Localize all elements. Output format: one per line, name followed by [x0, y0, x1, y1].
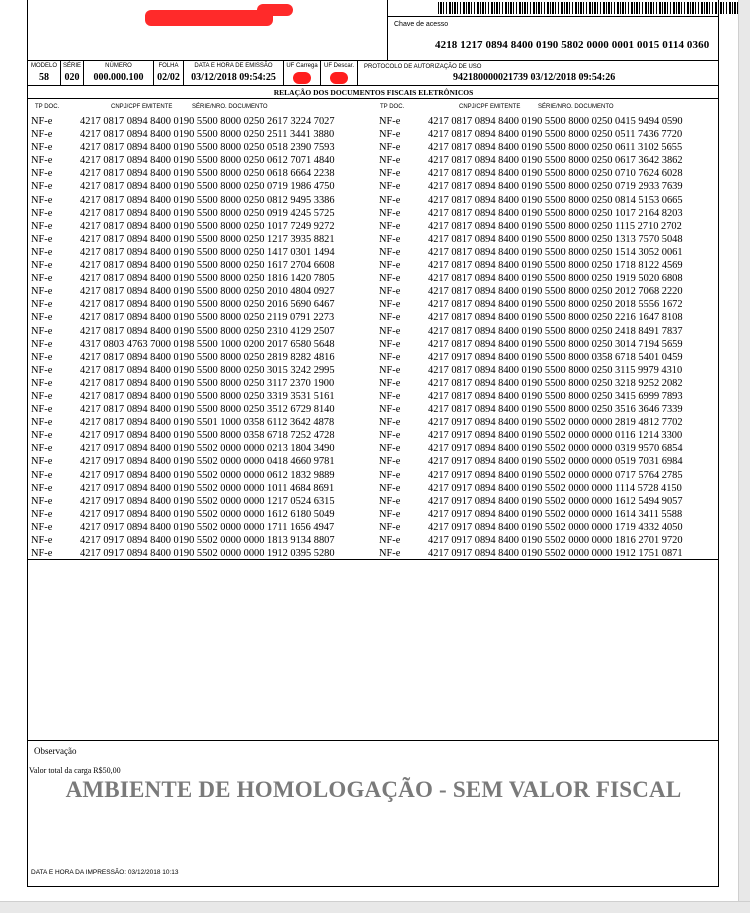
- doc-key-cell: 4217 0817 0894 8400 0190 5500 8000 0250 2010 4804 0927: [80, 286, 335, 298]
- doc-type-cell: NF-e: [379, 535, 401, 546]
- doc-key-cell: 4217 0917 0894 8400 0190 5502 0000 0000 0418 4660 9781: [80, 456, 335, 468]
- doc-key-cell: 4217 0817 0894 8400 0190 5500 8000 0250 2119 0791 2273: [80, 312, 335, 324]
- doc-type-cell: NF-e: [31, 430, 53, 442]
- doc-key-cell: 4217 0917 0894 8400 0190 5502 0000 0000 0213 1804 3490: [80, 443, 335, 455]
- doc-key-cell: 4217 0817 0894 8400 0190 5500 8000 0250 0710 7624 6028: [428, 168, 683, 180]
- doc-type-cell: NF-e: [31, 181, 53, 193]
- emissao-value: 03/12/2018 09:54:25: [191, 72, 276, 83]
- doc-key-cell: 4217 0917 0894 8400 0190 5500 8000 0358 6718 5401 0459: [428, 351, 683, 363]
- doc-key-cell: 4217 0917 0894 8400 0190 5500 8000 0358 6718 7252 4728: [80, 430, 335, 442]
- table-row: [379, 180, 683, 193]
- table-row: [31, 220, 335, 233]
- doc-type-cell: NF-e: [379, 129, 401, 141]
- doc-key-cell: 4217 0817 0894 8400 0190 5500 8000 0250 2018 5556 1672: [428, 299, 683, 311]
- doc-key-cell: 4217 0917 0894 8400 0190 5502 0000 0000 0519 7031 6984: [428, 456, 683, 468]
- doc-type-cell: NF-e: [379, 246, 401, 258]
- table-row: [31, 285, 335, 298]
- doc-type-cell: NF-e: [31, 443, 53, 455]
- doc-key-cell: 4217 0817 0894 8400 0190 5500 8000 0250 0611 3102 5655: [428, 142, 683, 154]
- doc-type-cell: NF-e: [31, 116, 53, 127]
- valor-total-carga: Valor total da carga R$50,00: [29, 766, 121, 775]
- doc-key-cell: 4217 0917 0894 8400 0190 5502 0000 0000 1011 4684 8691: [80, 482, 335, 494]
- doc-type-cell: NF-e: [379, 142, 401, 154]
- doc-type-cell: NF-e: [31, 417, 53, 429]
- doc-key-cell: 4217 0817 0894 8400 0190 5500 8000 0250 3415 6999 7893: [428, 390, 683, 402]
- doc-key-cell: 4217 0817 0894 8400 0190 5500 8000 0250 1617 2704 6608: [80, 260, 335, 272]
- serie-label: SÉRIE: [62, 63, 81, 69]
- doc-type-cell: NF-e: [379, 220, 401, 232]
- table-row: [31, 364, 335, 377]
- table-row: [379, 298, 683, 311]
- table-row: [31, 154, 335, 167]
- doc-key-cell: 4217 0817 0894 8400 0190 5500 8000 0250 2819 8282 4816: [80, 351, 335, 363]
- table-row: [31, 521, 335, 534]
- table-row: [379, 167, 683, 180]
- doc-key-cell: 4217 0817 0894 8400 0190 5500 8000 0250 3115 9979 4310: [428, 364, 683, 376]
- homologacao-watermark: AMBIENTE DE HOMOLOGAÇÃO - SEM VALOR FISCAL: [65, 777, 682, 802]
- doc-key-cell: 4217 0917 0894 8400 0190 5502 0000 0000 1912 0395 5280: [80, 548, 335, 560]
- uf-descarrega-label: UF Descar.: [323, 63, 354, 69]
- doc-type-cell: NF-e: [379, 325, 401, 337]
- doc-key-cell: 4217 0917 0894 8400 0190 5502 0000 0000 0319 9570 6854: [428, 443, 683, 455]
- doc-key-cell: 4217 0817 0894 8400 0190 5500 8000 0250 1417 0301 1494: [80, 246, 335, 258]
- doc-type-cell: NF-e: [31, 482, 53, 494]
- doc-type-cell: NF-e: [379, 116, 401, 127]
- table-row: [31, 534, 335, 547]
- doc-type-cell: NF-e: [379, 482, 401, 494]
- doc-type-cell: NF-e: [31, 168, 53, 180]
- modelo-value: 58: [39, 72, 49, 83]
- viewer-bottom-bar: [0, 901, 750, 913]
- serie-value: 020: [64, 72, 80, 83]
- doc-type-cell: NF-e: [31, 260, 53, 272]
- doc-key-cell: 4217 0817 0894 8400 0190 5500 8000 0250 0618 6664 2238: [80, 168, 335, 180]
- doc-key-cell: 4217 0917 0894 8400 0190 5502 0000 0000 1217 0524 6315: [80, 495, 335, 507]
- doc-type-cell: NF-e: [31, 390, 53, 402]
- doc-type-cell: NF-e: [31, 377, 53, 389]
- doc-type-cell: NF-e: [31, 325, 53, 337]
- table-row: [379, 115, 683, 128]
- doc-type-cell: NF-e: [31, 155, 53, 167]
- doc-key-cell: 4217 0817 0894 8400 0190 5500 8000 0250 1313 7570 5048: [428, 233, 683, 245]
- doc-type-cell: NF-e: [31, 338, 53, 350]
- table-row: [379, 508, 683, 521]
- table-row: [31, 351, 335, 364]
- doc-type-cell: NF-e: [31, 207, 53, 219]
- table-row: [31, 403, 335, 416]
- doc-key-cell: 4217 0817 0894 8400 0190 5500 8000 0250 2012 7068 2220: [428, 286, 683, 298]
- doc-type-cell: NF-e: [31, 312, 53, 324]
- doc-key-cell: 4217 0817 0894 8400 0190 5500 8000 0250 3516 3646 7339: [428, 404, 683, 416]
- table-row: [31, 377, 335, 390]
- table-row: [379, 351, 683, 364]
- table-row: [379, 233, 683, 246]
- table-row: [379, 377, 683, 390]
- doc-type-cell: NF-e: [31, 351, 53, 363]
- modelo-cell: [28, 60, 61, 85]
- table-row: [379, 194, 683, 207]
- table-row: [379, 311, 683, 324]
- numero-value: 000.000.100: [93, 72, 144, 83]
- numero-cell: [84, 60, 154, 85]
- doc-type-cell: NF-e: [31, 469, 53, 481]
- table-row: [31, 272, 335, 285]
- doc-type-cell: NF-e: [379, 260, 401, 272]
- folha-value: 02/02: [157, 72, 180, 83]
- table-row: [31, 233, 335, 246]
- doc-type-cell: NF-e: [379, 194, 401, 206]
- doc-key-cell: 4217 0817 0894 8400 0190 5500 8000 0250 3117 2370 1900: [80, 377, 335, 389]
- doc-key-cell: 4217 0817 0894 8400 0190 5500 8000 0250 1514 3052 0061: [428, 246, 683, 258]
- col-header-cnpj-left: CNPJ/CPF EMITENTE: [111, 104, 173, 110]
- table-row: [31, 207, 335, 220]
- doc-type-cell: NF-e: [379, 469, 401, 481]
- redacted-emitter-name: [145, 4, 295, 28]
- doc-type-cell: NF-e: [379, 521, 401, 533]
- doc-type-cell: NF-e: [31, 404, 53, 416]
- doc-key-cell: 4217 0917 0894 8400 0190 5502 0000 0000 1719 4332 4050: [428, 521, 683, 533]
- doc-type-cell: NF-e: [31, 286, 53, 298]
- table-row: [31, 128, 335, 141]
- document-frame: [27, 0, 719, 887]
- doc-key-cell: 4217 0817 0894 8400 0190 5500 8000 0250 0415 9494 0590: [428, 116, 683, 127]
- table-row: [31, 469, 335, 482]
- table-row: [379, 325, 683, 338]
- table-row: [379, 220, 683, 233]
- observacao-label: Observação: [34, 746, 77, 756]
- doc-key-cell: 4217 0817 0894 8400 0190 5500 8000 0250 0518 2390 7593: [80, 142, 335, 154]
- col-header-serie-right: SÉRIE/NRO. DOCUMENTO: [538, 104, 614, 110]
- uf-carrega-cell: [284, 60, 321, 85]
- table-row: [379, 338, 683, 351]
- doc-type-cell: NF-e: [379, 273, 401, 285]
- doc-key-cell: 4217 0817 0894 8400 0190 5500 8000 0250 0814 5153 0665: [428, 194, 683, 206]
- relacao-title: RELAÇÃO DOS DOCUMENTOS FISCAIS ELETRÔNICOS: [273, 88, 474, 97]
- table-row: [31, 482, 335, 495]
- doc-type-cell: NF-e: [31, 233, 53, 245]
- doc-key-cell: 4217 0917 0894 8400 0190 5502 0000 0000 1614 3411 5588: [428, 508, 683, 520]
- doc-type-cell: NF-e: [31, 246, 53, 258]
- doc-key-cell: 4217 0917 0894 8400 0190 5502 0000 0000 1711 1656 4947: [80, 521, 335, 533]
- redacted-uf-carrega: [293, 72, 311, 84]
- doc-type-cell: NF-e: [379, 233, 401, 245]
- doc-type-cell: NF-e: [31, 129, 53, 141]
- doc-key-cell: 4217 0917 0894 8400 0190 5502 0000 0000 0116 1214 3300: [428, 430, 683, 442]
- doc-type-cell: NF-e: [379, 207, 401, 219]
- doc-type-cell: NF-e: [379, 364, 401, 376]
- col-header-tp-right: TP DOC.: [380, 104, 405, 110]
- table-row: [379, 455, 683, 468]
- table-row: [31, 416, 335, 429]
- table-row: [31, 455, 335, 468]
- doc-key-cell: 4217 0817 0894 8400 0190 5500 8000 0250 2418 8491 7837: [428, 325, 683, 337]
- doc-type-cell: NF-e: [31, 521, 53, 533]
- doc-type-cell: NF-e: [31, 508, 53, 520]
- table-row: [31, 259, 335, 272]
- protocolo-value: 942180000021739 03/12/2018 09:54:26: [453, 72, 616, 83]
- table-row: [31, 194, 335, 207]
- table-row: [379, 469, 683, 482]
- table-row: [31, 311, 335, 324]
- doc-key-cell: 4217 0817 0894 8400 0190 5500 8000 0250 0719 2933 7639: [428, 181, 683, 193]
- table-row: [379, 416, 683, 429]
- folha-cell: [154, 60, 184, 85]
- doc-key-cell: 4217 0817 0894 8400 0190 5500 8000 0250 1017 2164 8203: [428, 207, 683, 219]
- doc-key-cell: 4217 0917 0894 8400 0190 5502 0000 0000 1612 6180 5049: [80, 508, 335, 520]
- table-row: [31, 115, 335, 128]
- table-row: [31, 508, 335, 521]
- doc-key-cell: 4217 0817 0894 8400 0190 5500 8000 0250 1115 2710 2702: [428, 220, 682, 232]
- doc-type-cell: NF-e: [31, 548, 53, 560]
- doc-key-cell: 4217 0817 0894 8400 0190 5500 8000 0250 1017 7249 9272: [80, 220, 335, 232]
- table-row: [31, 442, 335, 455]
- table-row: [379, 482, 683, 495]
- doc-type-cell: NF-e: [379, 456, 401, 468]
- chave-acesso-value: 4218 1217 0894 8400 0190 5802 0000 0001 0015 0114 0360: [435, 39, 710, 51]
- table-row: [379, 259, 683, 272]
- doc-key-cell: 4217 0817 0894 8400 0190 5500 8000 0250 2216 1647 8108: [428, 312, 683, 324]
- doc-key-cell: 4217 0817 0894 8400 0190 5500 8000 0250 1217 3935 8821: [80, 233, 335, 245]
- doc-type-cell: NF-e: [31, 273, 53, 285]
- doc-type-cell: NF-e: [379, 404, 401, 416]
- doc-type-cell: NF-e: [379, 351, 401, 363]
- doc-type-cell: NF-e: [31, 220, 53, 232]
- doc-type-cell: NF-e: [379, 495, 401, 507]
- doc-key-cell: 4217 0817 0894 8400 0190 5500 8000 0250 0812 9495 3386: [80, 194, 335, 206]
- viewer-scrollbar[interactable]: [738, 0, 750, 913]
- data-impressao: DATA E HORA DA IMPRESSÃO: 03/12/2018 10:13: [31, 869, 179, 876]
- doc-key-cell: 4217 0917 0894 8400 0190 5502 0000 0000 1114 5728 4150: [428, 482, 682, 494]
- doc-key-cell: 4217 0817 0894 8400 0190 5500 8000 0250 3218 9252 2082: [428, 377, 683, 389]
- doc-key-cell: 4217 0817 0894 8400 0190 5500 8000 0250 2016 5690 6467: [80, 299, 335, 311]
- doc-key-cell: 4217 0917 0894 8400 0190 5502 0000 0000 0612 1832 9889: [80, 469, 335, 481]
- doc-key-cell: 4217 0817 0894 8400 0190 5500 8000 0250 3014 7194 5659: [428, 338, 683, 350]
- doc-type-cell: NF-e: [31, 194, 53, 206]
- col-header-cnpj-right: CNPJ/CPF EMITENTE: [459, 104, 521, 110]
- table-row: [379, 534, 683, 547]
- folha-label: FOLHA: [158, 63, 179, 69]
- doc-key-cell: 4217 0817 0894 8400 0190 5500 8000 0250 1919 5020 6808: [428, 273, 683, 285]
- table-row: [379, 285, 683, 298]
- doc-key-cell: 4217 0817 0894 8400 0190 5501 1000 0358 6112 3642 4878: [80, 417, 335, 429]
- doc-type-cell: NF-e: [379, 312, 401, 324]
- doc-key-cell: 4217 0917 0894 8400 0190 5502 0000 0000 1612 5494 9057: [428, 495, 683, 507]
- doc-key-cell: 4217 0917 0894 8400 0190 5502 0000 0000 2819 4812 7702: [428, 417, 683, 429]
- doc-key-cell: 4217 0817 0894 8400 0190 5500 8000 0250 0719 1986 4750: [80, 181, 335, 193]
- doc-type-cell: NF-e: [31, 142, 53, 154]
- redacted-uf-descarrega: [330, 72, 348, 84]
- doc-key-cell: 4317 0803 4763 7000 0198 5500 1000 0200 2017 6580 5648: [80, 338, 335, 350]
- table-row: [379, 403, 683, 416]
- doc-key-cell: 4217 0817 0894 8400 0190 5500 8000 0250 3015 3242 2995: [80, 364, 335, 376]
- doc-type-cell: NF-e: [379, 443, 401, 455]
- doc-key-cell: 4217 0817 0894 8400 0190 5500 8000 0250 0612 7071 4840: [80, 155, 335, 167]
- table-row: [31, 298, 335, 311]
- table-row: [31, 246, 335, 259]
- table-row: [379, 128, 683, 141]
- doc-key-cell: 4217 0917 0894 8400 0190 5502 0000 0000 1813 9134 8807: [80, 535, 335, 546]
- table-row: [379, 390, 683, 403]
- table-row: [31, 429, 335, 442]
- doc-type-cell: NF-e: [31, 535, 53, 546]
- doc-key-cell: 4217 0817 0894 8400 0190 5500 8000 0250 0511 7436 7720: [428, 129, 683, 141]
- table-row: [31, 390, 335, 403]
- doc-type-cell: NF-e: [31, 456, 53, 468]
- doc-type-cell: NF-e: [379, 168, 401, 180]
- doc-type-cell: NF-e: [379, 181, 401, 193]
- doc-key-cell: 4217 0917 0894 8400 0190 5502 0000 0000 1912 1751 0871: [428, 548, 683, 560]
- doc-type-cell: NF-e: [31, 495, 53, 507]
- table-row: [379, 154, 683, 167]
- table-row: [31, 141, 335, 154]
- col-header-tp-left: TP DOC.: [35, 104, 60, 110]
- doc-type-cell: NF-e: [31, 299, 53, 311]
- col-header-serie-left: SÉRIE/NRO. DOCUMENTO: [192, 104, 268, 110]
- table-row: [379, 521, 683, 534]
- emissao-label: DATA E HORA DE EMISSÃO: [194, 63, 273, 69]
- table-row: [379, 495, 683, 508]
- doc-type-cell: NF-e: [379, 286, 401, 298]
- doc-type-cell: NF-e: [379, 548, 401, 560]
- chave-acesso-label: Chave de acesso: [394, 21, 449, 28]
- doc-key-cell: 4217 0917 0894 8400 0190 5502 0000 0000 0717 5764 2785: [428, 469, 683, 481]
- table-row: [379, 429, 683, 442]
- protocolo-label: PROTOCOLO DE AUTORIZAÇÃO DE USO: [364, 64, 482, 70]
- doc-key-cell: 4217 0817 0894 8400 0190 5500 8000 0250 0919 4245 5725: [80, 207, 335, 219]
- doc-type-cell: NF-e: [379, 430, 401, 442]
- emissao-cell: [184, 60, 284, 85]
- uf-carrega-label: UF Carrega: [286, 63, 318, 69]
- barcode-image: [438, 2, 738, 14]
- table-row: [379, 141, 683, 154]
- doc-key-cell: 4217 0817 0894 8400 0190 5500 8000 0250 2310 4129 2507: [80, 325, 335, 337]
- doc-type-cell: NF-e: [379, 508, 401, 520]
- numero-label: NÚMERO: [105, 63, 132, 69]
- table-row: [379, 272, 683, 285]
- table-row: [31, 180, 335, 193]
- doc-key-cell: 4217 0817 0894 8400 0190 5500 8000 0250 2617 3224 7027: [80, 116, 335, 127]
- doc-key-cell: 4217 0817 0894 8400 0190 5500 8000 0250 2511 3441 3880: [80, 129, 335, 141]
- doc-type-cell: NF-e: [379, 155, 401, 167]
- documents-table-left: [31, 115, 335, 560]
- table-row: [31, 338, 335, 351]
- doc-type-cell: NF-e: [379, 390, 401, 402]
- doc-type-cell: NF-e: [31, 364, 53, 376]
- documents-table-right: [379, 115, 683, 560]
- table-row: [31, 495, 335, 508]
- modelo-label: MODELO: [30, 63, 57, 69]
- doc-key-cell: 4217 0817 0894 8400 0190 5500 8000 0250 1718 8122 4569: [428, 260, 683, 272]
- table-row: [379, 246, 683, 259]
- doc-type-cell: NF-e: [379, 338, 401, 350]
- doc-type-cell: NF-e: [379, 377, 401, 389]
- doc-type-cell: NF-e: [379, 299, 401, 311]
- table-row: [379, 442, 683, 455]
- table-row: [379, 364, 683, 377]
- uf-descarrega-cell: [321, 60, 358, 85]
- doc-key-cell: 4217 0817 0894 8400 0190 5500 8000 0250 3319 3531 5161: [80, 390, 335, 402]
- serie-cell: [61, 60, 84, 85]
- table-row: [31, 167, 335, 180]
- table-row: [31, 325, 335, 338]
- doc-key-cell: 4217 0917 0894 8400 0190 5502 0000 0000 1816 2701 9720: [428, 535, 683, 546]
- doc-key-cell: 4217 0817 0894 8400 0190 5500 8000 0250 1816 1420 7805: [80, 273, 335, 285]
- doc-key-cell: 4217 0817 0894 8400 0190 5500 8000 0250 3512 6729 8140: [80, 404, 335, 416]
- doc-type-cell: NF-e: [379, 417, 401, 429]
- table-row: [379, 207, 683, 220]
- doc-key-cell: 4217 0817 0894 8400 0190 5500 8000 0250 0617 3642 3862: [428, 155, 683, 167]
